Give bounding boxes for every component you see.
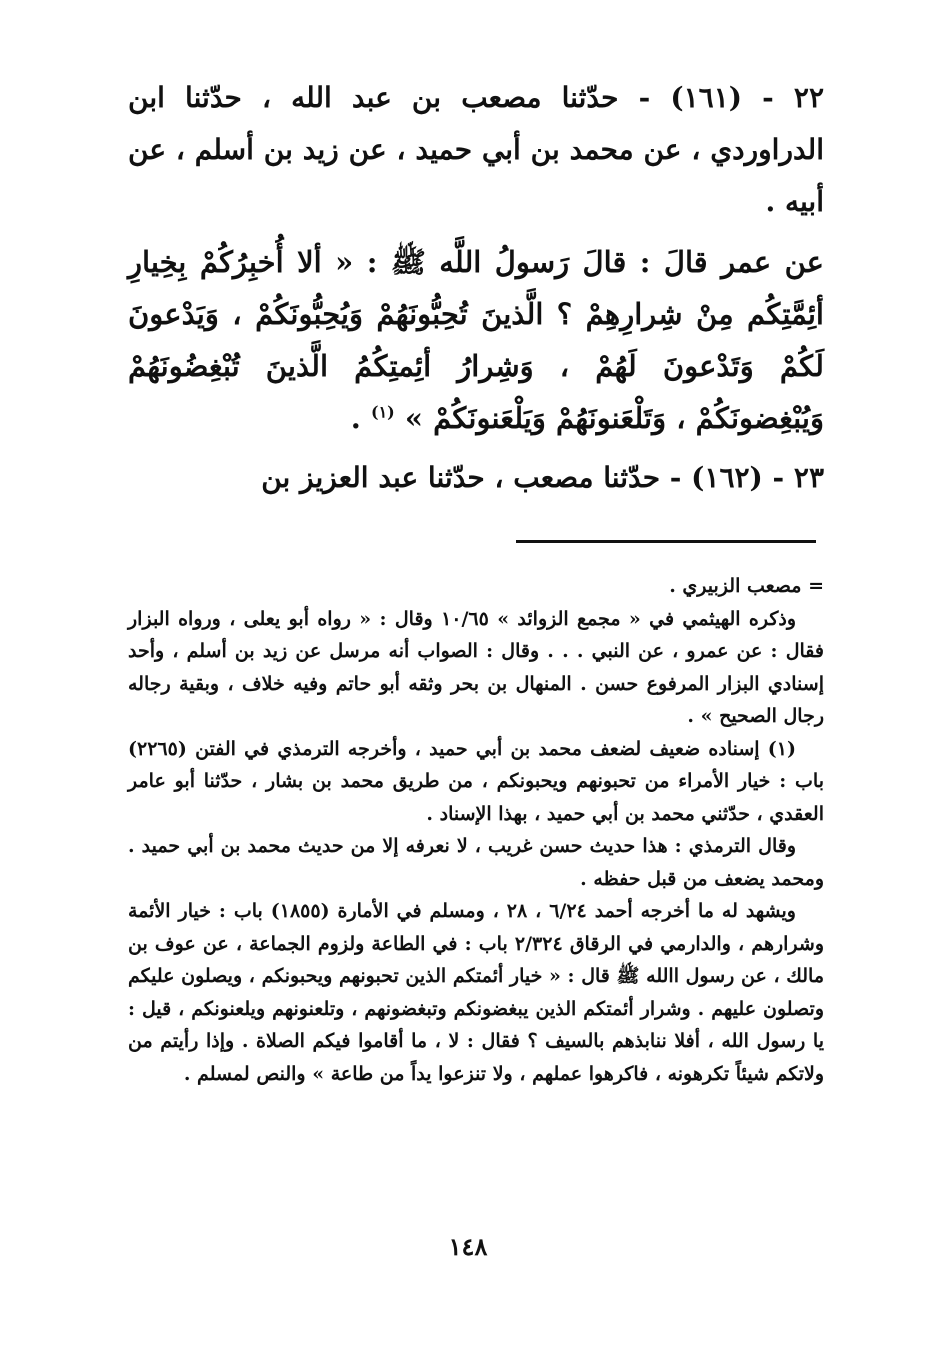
hadith-22-end: . [350,401,361,435]
footnote-haythami: وذكره الهيثمي في « مجمع الزوائد » ١٠/٦٥ وقال : « رواه أبو يعلى ، ورواه البزار فقال : عن عمرو ، عن النبي . . . وقال : الصواب أنه مرسل عن زيد بن أسلم ، وأحد إسنادي البزار المرفوع حسن . المنهال بن بحر وثقه أبو حاتم وفيه خلاف ، وبقية رجاله رجال الصحيح » . [128,607,824,727]
hadith-23-number: ٢٣ - (١٦٢) - [669,461,824,494]
main-text [128,72,824,504]
hadith-22-number: ٢٢ - (١٦١) - [638,81,824,114]
hadith-23-paragraph [128,452,824,504]
footnote-tirmidhi: وقال الترمذي : هذا حديث حسن غريب ، لا نعرفه إلا من حديث محمد بن أبي حميد . ومحمد يضعف من قبل حفظه . [128,835,824,890]
footnote-witness: ويشهد له ما أخرجه أحمد ٦/٢٤ ، ٢٨ ، ومسلم في الأمارة (١٨٥٥) باب : خيار الأئمة وشرارهم ، والدارمي في الرقاق ٢/٣٢٤ باب : في الطاعة ولزوم الجماعة ، عن عوف بن مالك ، عن رسول االله ﷺ قال : « خيار أئمتكم الذين تحبونهم ويحبونكم ، ويصلون عليكم وتصلون عليهم . وشرار أئمتكم الذين يبغضونكم وتبغضونهم ، وتلعنونهم ويلعنونكم ، قيل : يا رسول الله ، أفلا ننابذهم بالسيف ؟ فقال : لا ، ما أقاموا فيكم الصلاة . وإذا رأيتم من ولاتكم شيئاً تكرهونه ، فاكرهوا عملهم ، ولا تنزعوا يداً من طاعة » والنص لمسلم . [128,900,825,1085]
page-number: ١٤٨ [448,1232,488,1261]
hadith-22-isnad-paragraph [128,72,824,228]
footnote-separator [516,540,816,543]
footnote-carry-over: = مصعب الزبيري . [669,575,824,597]
paragraph-gap [128,228,824,236]
hadith-22-intro: عن عمر قالَ : قالَ رَسولُ اللَّه ﷺ : [366,245,824,279]
paragraph-gap [128,444,824,452]
footnotes [128,570,824,1090]
hadith-22-matn-paragraph [128,236,824,444]
footnote-1: (١) إسناده ضعيف لضعف محمد بن أبي حميد ، وأخرجه الترمذي في الفتن (٢٢٦٥) باب : خيار الأمراء من تحبونهم ويحبونكم ، من طريق محمد بن بشار ، حدّثنا أبو عامر العقدي ، حدّثني محمد بن أبي حميد ، بهذا الإسناد . [128,737,824,825]
footnote-ref-1: (١) [371,402,395,422]
hadith-23-isnad: حدّثنا مصعب ، حدّثنا عبد العزيز بن [261,461,661,494]
hadith-22-isnad: حدّثنا مصعب بن عبد الله ، حدّثنا ابن الدراوردي ، عن محمد بن أبي حميد ، عن زيد بن أسلم ، عن أبيه . [128,81,824,218]
hadith-22-matn: « ألا أُخبِرُكُمْ بِخِيارِ أئِمَّتِكُم مِنْ شِرارِهِمْ ؟ الَّذينَ تُحِبُّونَهُمْ وَيُحِبُّونَكُمْ ، وَيَدْعونَ لَكُمْ وَتَدْعونَ لَهُمْ ، وَشِرارُ أئِمتِكُمُ الَّذينَ تُبْغِضُونَهُمْ وَيُبْغِضونَكُمْ ، وَتَلْعَنونَهُمْ وَيَلْعَنونَكُمْ » [128,245,824,435]
